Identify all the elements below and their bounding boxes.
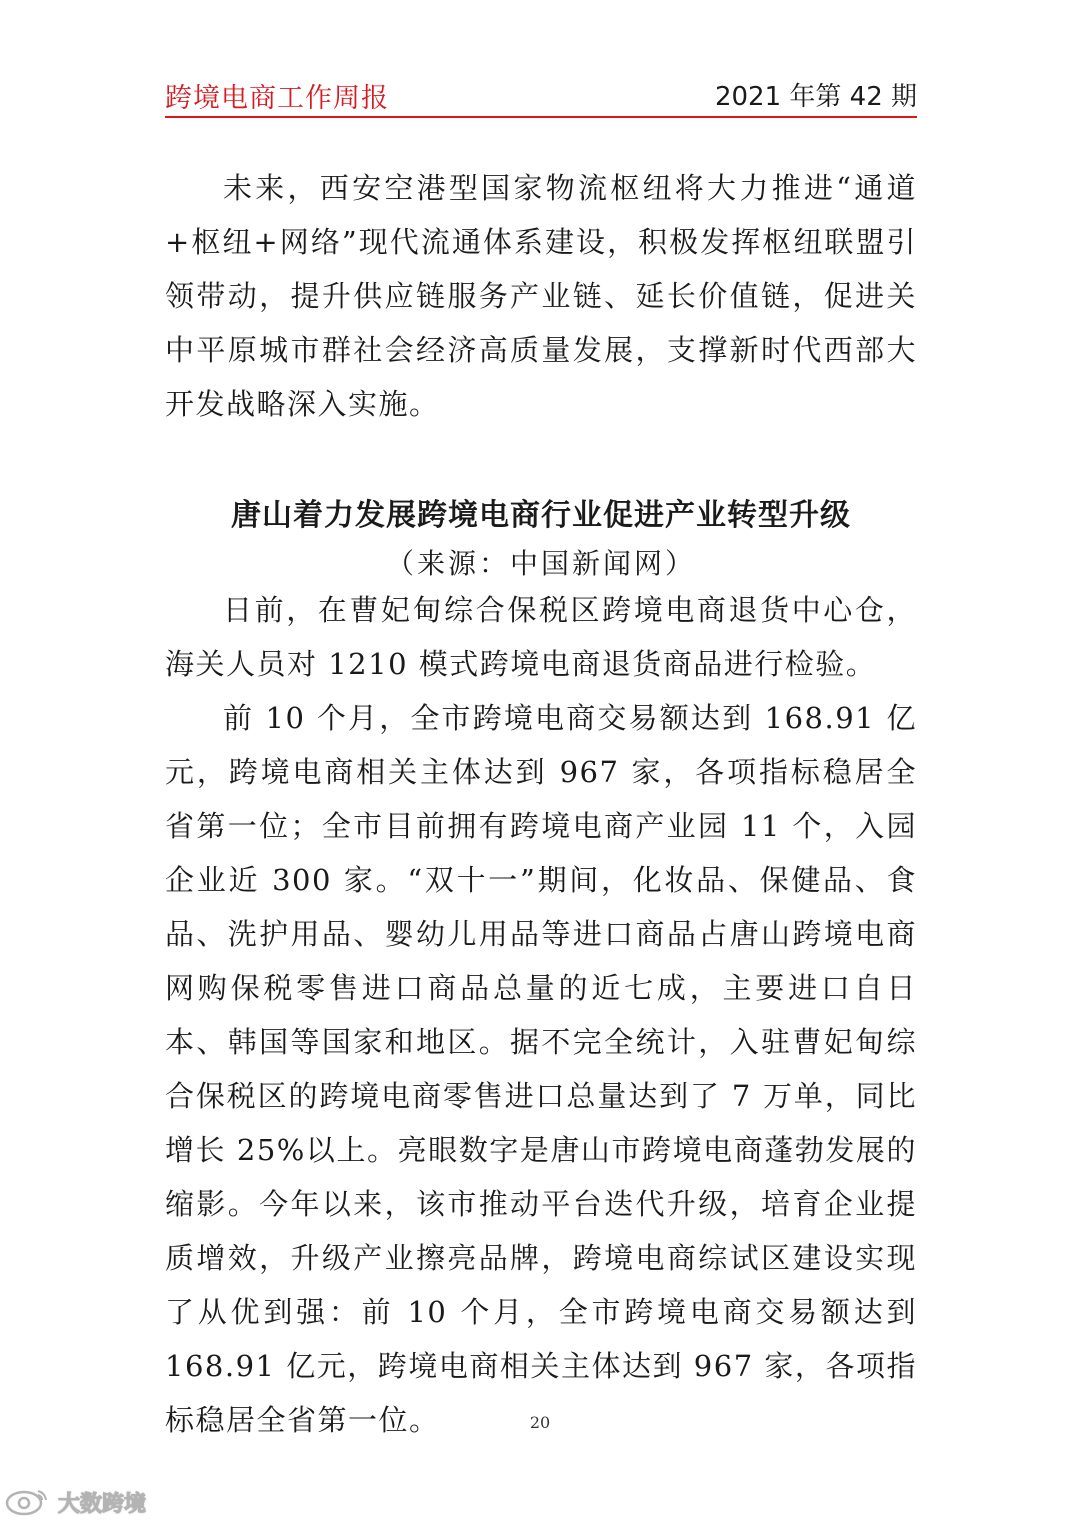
publication-title: 跨境电商工作周报 bbox=[165, 83, 389, 114]
paragraph: 未来，西安空港型国家物流枢纽将大力推进“通道+枢纽+网络”现代流通体系建设，积极发挥枢纽联盟引领带动，提升供应链服务产业链、延长价值链，促进关中平原城市群社会经济高质量发展，支撑新时代西部大开发战略深入实施。 bbox=[165, 171, 917, 421]
header-divider bbox=[165, 116, 917, 118]
page-number: 20 bbox=[529, 1413, 551, 1432]
previous-article-ending bbox=[165, 161, 917, 431]
paragraph: 前 10 个月，全市跨境电商交易额达到 168.91 亿元，跨境电商相关主体达到 967 家，各项指标稳居全省第一位；全市目前拥有跨境电商产业园 11 个，入园企业近 300 家。“双十一”期间，化妆品、保健品、食品、洗护用品、婴幼儿用品等进口商品占唐山跨境电商网购保税零售进口商品总量的近七成，主要进口自日本、韩国等国家和地区。据不完全统计，入驻曹妃甸综合保税区的跨境电商零售进口总量达到了 7 万单，同比增长 25%以上。亮眼数字是唐山市跨境电商蓬勃发展的缩影。今年以来，该市推动平台迭代升级，培育企业提质增效，升级产业擦亮品牌，跨境电商综试区建设实现了从优到强：前 10 个月，全市跨境电商交易额达到 168.91 亿元，跨境电商相关主体达到 967 家，各项指标稳居全省第一位。 bbox=[165, 701, 917, 1437]
article-title: 唐山着力发展跨境电商行业促进产业转型升级 bbox=[231, 498, 851, 533]
issue-number: 2021 年第 42 期 bbox=[714, 82, 917, 112]
watermark-text: 大数跨境 bbox=[58, 1491, 147, 1517]
paragraph: 日前，在曹妃甸综合保税区跨境电商退货中心仓，海关人员对 1210 模式跨境电商退货商品进行检验。 bbox=[165, 593, 917, 681]
article-body bbox=[165, 583, 917, 1447]
page-header bbox=[165, 72, 917, 116]
article-source: （来源：中国新闻网） bbox=[385, 547, 696, 580]
watermark bbox=[4, 1484, 146, 1520]
weibo-eye-logo-icon bbox=[4, 1487, 50, 1517]
